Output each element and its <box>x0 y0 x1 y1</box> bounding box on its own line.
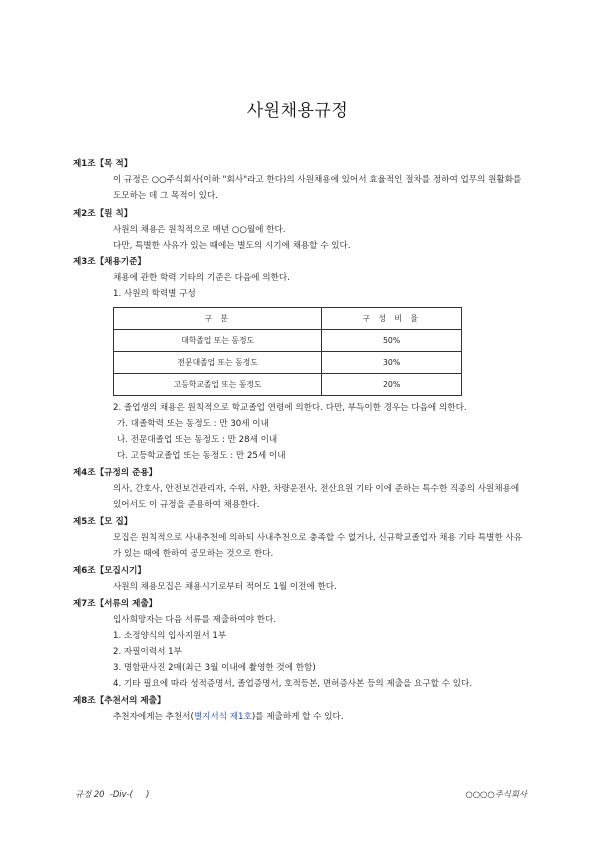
table-cell: 20% <box>322 374 462 396</box>
table-cell: 30% <box>322 352 462 374</box>
table-row <box>114 330 462 352</box>
form-reference-link[interactable]: 별지서식 제1호 <box>193 712 252 722</box>
table-row <box>114 352 462 374</box>
article-text: 1. 사원의 학력별 구성 <box>113 289 196 299</box>
table-header-row <box>114 308 462 330</box>
table-cell: 대학졸업 또는 동정도 <box>114 330 322 352</box>
list-item: 가. 대졸학력 또는 동정도 : 만 30세 이내 <box>117 419 269 429</box>
article-text: 모집은 원칙적으로 사내추천에 의하되 사내추천으로 충족할 수 없거나, 신규학교졸업자 채용 기타 특별한 사유가 있는 때에 한하여 공모하는 것으로 한다. <box>113 533 523 559</box>
document-title: 사원채용규정 <box>246 101 349 121</box>
list-item: 나. 전문대졸업 또는 동정도 : 만 28세 이내 <box>117 435 278 445</box>
list-item: 2. 자필이력서 1부 <box>113 647 182 657</box>
table-row <box>114 374 462 396</box>
table-cell: 전문대졸업 또는 동정도 <box>114 352 322 374</box>
article-8 <box>73 694 528 725</box>
article-text: 다만, 특별한 사유가 있는 때에는 별도의 시기에 채용할 수 있다. <box>113 241 351 251</box>
article-text: 이 규정은 ○○주식회사(이하 "회사"라고 한다)의 사원채용에 있어서 효율적인 절차를 정하여 업무의 원활화를 도모하는 데 그 목적이 있다. <box>113 175 522 201</box>
article-3 <box>73 255 528 464</box>
list-item: 4. 기타 필요에 따라 성적증명서, 졸업증명서, 호적등본, 면허증사본 등의 제출을 요구할 수 있다. <box>113 679 473 689</box>
article-heading: 제4조【규정의 준용】 <box>73 468 158 478</box>
article-heading: 제2조【원 칙】 <box>73 209 133 219</box>
table-cell: 50% <box>322 330 462 352</box>
article-7 <box>73 597 528 692</box>
table-header-ratio: 구 성 비 율 <box>322 308 462 330</box>
article-heading: 제8조【추천서의 제출】 <box>73 696 166 706</box>
list-item: 다. 고등학교졸업 또는 동정도 : 만 25세 이내 <box>117 451 286 461</box>
list-item: 3. 명함판사진 2매(최근 3월 이내에 촬영한 것에 한함) <box>113 663 316 673</box>
article-text: 채용에 관한 학력 기타의 기준은 다음에 의한다. <box>113 273 290 283</box>
footer-page-code: 규정 20 -Div-( ) <box>75 789 150 799</box>
list-item: 1. 소정양식의 입사지원서 1부 <box>113 631 227 641</box>
article-heading: 제5조【모 집】 <box>73 517 133 527</box>
text-after-link: )를 제출하게 할 수 있다. <box>251 712 344 722</box>
article-heading: 제7조【서류의 제출】 <box>73 599 158 609</box>
article-5 <box>73 515 528 562</box>
article-text <box>113 709 528 725</box>
footer-company: ○○○○주식회사 <box>465 789 527 799</box>
article-heading: 제3조【채용기준】 <box>73 257 146 267</box>
article-1 <box>73 157 528 204</box>
table-header-category: 구 분 <box>114 308 322 330</box>
article-heading: 제1조【목 적】 <box>73 159 133 169</box>
document-body <box>73 157 528 725</box>
article-2 <box>73 207 528 254</box>
article-text: 사원의 채용모집은 채용시기로부터 적어도 1월 이전에 한다. <box>113 582 337 592</box>
education-ratio-table <box>113 307 462 396</box>
article-4 <box>73 466 528 513</box>
article-text: 2. 졸업생의 채용은 원칙적으로 학교졸업 연령에 의한다. 다만, 부득이한 경우는 다음에 의한다. <box>113 403 467 413</box>
table-cell: 고등학교졸업 또는 동정도 <box>114 374 322 396</box>
article-text: 사원의 채용은 원칙적으로 매년 ○○월에 한다. <box>113 225 286 235</box>
article-text: 의사, 간호사, 안전보건관리자, 수위, 사환, 차량운전사, 전산요원 기타 이에 준하는 특수한 직종의 사원채용에 있어서도 이 규정을 준용하여 채용한다. <box>113 484 520 510</box>
article-6 <box>73 564 528 595</box>
article-heading: 제6조【모집시기】 <box>73 566 146 576</box>
text-before-link: 추천자에게는 추천서( <box>113 712 194 722</box>
article-text: 입사희망자는 다음 서류를 제출하여야 한다. <box>113 615 277 625</box>
